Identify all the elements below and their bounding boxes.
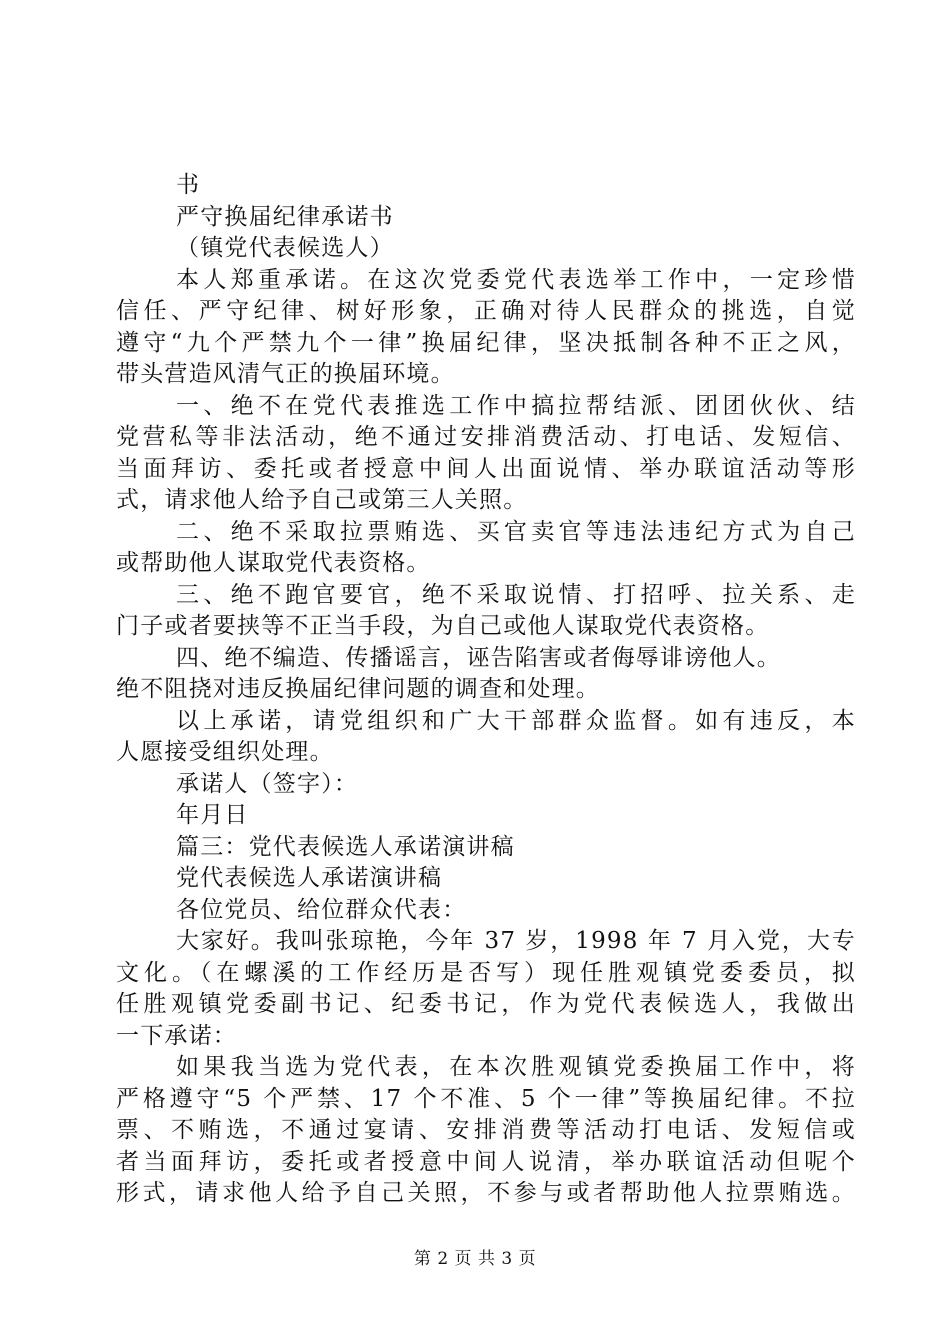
text-line: 篇三：党代表候选人承诺演讲稿 xyxy=(176,833,515,860)
document-body xyxy=(116,170,856,1210)
text-line: 三、绝不跑官要官，绝不采取说情、打招呼、拉关系、走 xyxy=(176,581,856,608)
text-line: 承诺人（签字）： xyxy=(176,770,359,797)
text-line: 四、绝不编造、传播谣言，诬告陷害或者侮辱诽谤他人。 xyxy=(176,644,781,671)
text-line: 当面拜访、委托或者授意中间人出面说情、举办联谊活动等形 xyxy=(116,455,856,482)
text-line: 书 xyxy=(176,172,201,198)
text-line: 门子或者要挟等不正当手段，为自己或他人谋取党代表资格。 xyxy=(116,613,770,639)
text-line: 一、绝不在党代表推选工作中搞拉帮结派、团团伙伙、结 xyxy=(176,392,856,419)
text-line: 式，请求他人给予自己或第三人关照。 xyxy=(116,487,528,513)
text-line: 党代表候选人承诺演讲稿 xyxy=(176,865,443,891)
text-line: 大家好。我叫张琼艳，今年 37 岁，1998 年 7 月入党，大专 xyxy=(176,928,856,954)
text-line: 绝不阻挠对违反换届纪律问题的调查和处理。 xyxy=(116,676,600,702)
text-line: 以上承诺，请党组织和广大干部群众监督。如有违反，本 xyxy=(176,707,856,734)
text-line: 如果我当选为党代表，在本次胜观镇党委换届工作中，将 xyxy=(176,1054,856,1080)
text-line: 本人郑重承诺。在这次党委党代表选举工作中，一定珍惜 xyxy=(176,266,856,293)
text-line: 票、不贿选，不通过宴请、安排消费等活动打电话、发短信或 xyxy=(116,1117,856,1143)
text-line: 或帮助他人谋取党代表资格。 xyxy=(116,550,431,576)
text-line: 严守换届纪律承诺书 xyxy=(176,203,394,230)
text-line: 任胜观镇党委副书记、纪委书记，作为党代表候选人，我做出 xyxy=(116,991,856,1017)
page-footer: 第 2 页 共 3 页 xyxy=(413,1249,537,1269)
text-line: 一下承诺： xyxy=(116,1022,237,1049)
text-line: 遵守“九个严禁九个一律”换届纪律，坚决抵制各种不正之风， xyxy=(116,329,856,356)
text-line: 文化。（在螺溪的工作经历是否写）现任胜观镇党委委员，拟 xyxy=(116,959,856,986)
text-line: 严格遵守“5 个严禁、17 个不准、5 个一律”等换届纪律。不拉 xyxy=(116,1085,856,1112)
text-line: 党营私等非法活动，绝不通过安排消费活动、打电话、发短信、 xyxy=(116,424,856,450)
text-line: 形式，请求他人给予自己关照，不参与或者帮助他人拉票贿选。 xyxy=(116,1180,856,1206)
text-line: 信任、严守纪律、树好形象，正确对待人民群众的挑选，自觉 xyxy=(116,298,856,324)
text-line: （镇党代表候选人） xyxy=(176,235,394,261)
text-line: 年月日 xyxy=(176,802,249,828)
text-line: 人愿接受组织处理。 xyxy=(116,739,334,765)
text-line: 带头营造风清气正的换届环境。 xyxy=(116,361,455,387)
text-line: 各位党员、给位群众代表： xyxy=(176,896,467,923)
text-line: 二、绝不采取拉票贿选、买官卖官等违法违纪方式为自己 xyxy=(176,518,856,545)
text-line: 者当面拜访，委托或者授意中间人说清，举办联谊活动但呢个 xyxy=(116,1148,856,1175)
